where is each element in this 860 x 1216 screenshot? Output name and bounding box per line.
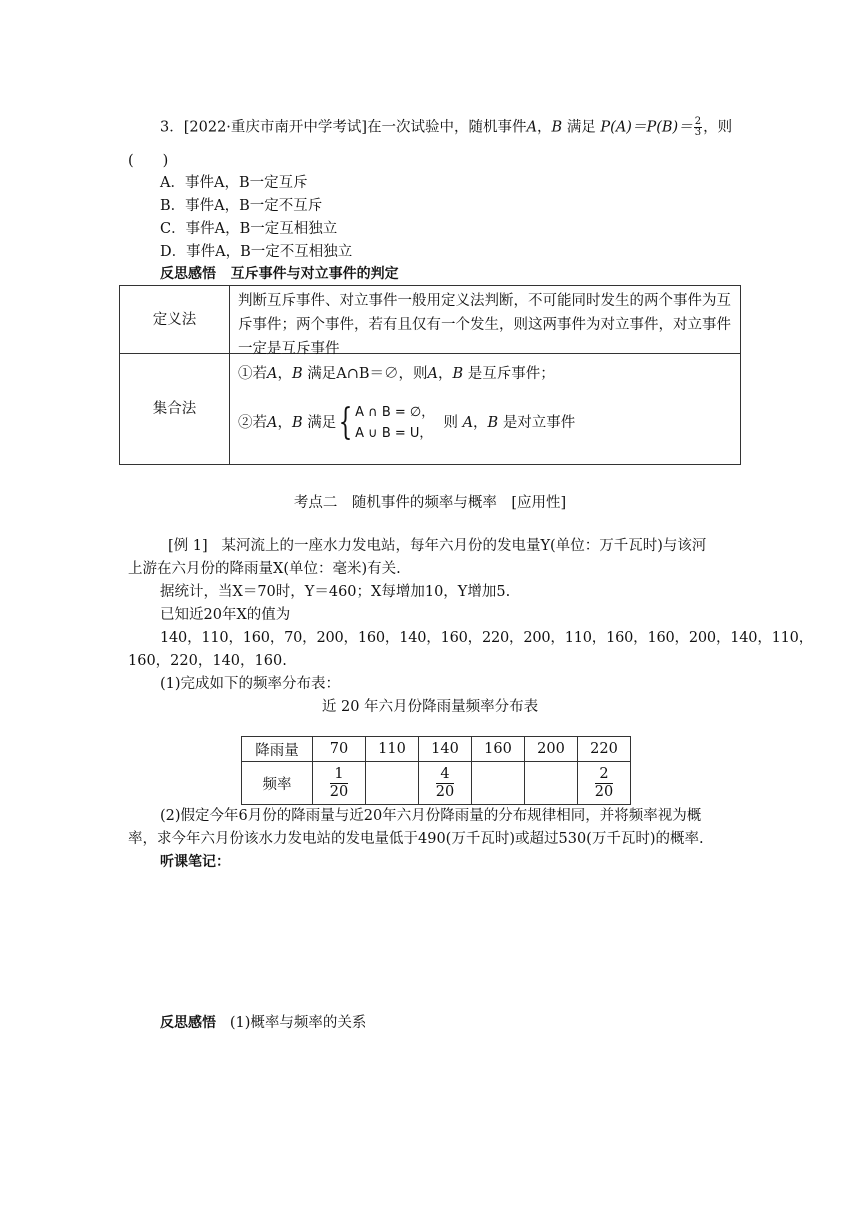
fraction: [595, 766, 613, 800]
frequency-cell: [578, 762, 631, 805]
frequency-cell-blank[interactable]: [525, 762, 578, 805]
option-text: 事件A，B一定互相独立: [185, 221, 338, 237]
frequency-row: [242, 762, 631, 805]
frequency-cell: [313, 762, 366, 805]
option-b[interactable]: [160, 196, 322, 216]
example-tag: [例 1]: [168, 538, 208, 554]
option-text: 事件A，B一定不互斥: [185, 198, 323, 214]
method-content-definition: 判断互斥事件、对立事件一般用定义法判断，不可能同时发生的两个事件为互斥事件；两个事件，若有且仅有一个发生，则这两事件为对立事件，对立事件一定是互斥事件: [238, 293, 731, 357]
var-a: A: [267, 415, 278, 431]
stem-text: 在一次试验中，随机事件: [367, 119, 527, 136]
frequency-cell: [419, 762, 472, 805]
var-a: A: [526, 119, 538, 136]
reflection-label: 反思感悟: [160, 266, 216, 282]
option-a[interactable]: [160, 173, 308, 193]
question-3-stem: [160, 117, 732, 138]
equation-line-1: A ∩ B = ∅，: [355, 405, 435, 420]
rainfall-cell: 160: [472, 737, 525, 762]
sep: ，: [537, 119, 552, 136]
text: 是对立事件: [502, 415, 576, 431]
method-head-definition: 定义法: [152, 312, 197, 328]
method-row-set: [120, 354, 740, 464]
fraction-two-thirds: [694, 117, 702, 138]
fraction: [436, 766, 454, 800]
example-line-1: [168, 536, 706, 556]
text: 满足A∩B＝∅，则: [307, 366, 428, 382]
frac-den: 3: [694, 127, 702, 138]
question-number: 3．: [160, 119, 184, 136]
var-b: B: [291, 415, 303, 431]
option-letter: C．: [160, 221, 186, 237]
rainfall-cell: 110: [366, 737, 419, 762]
rainfall-cell: 140: [419, 737, 472, 762]
section-title: 考点二 随机事件的频率与概率 [应用性]: [293, 495, 567, 511]
text: ①若: [238, 366, 267, 382]
example-line-3: 据统计，当X＝70时，Y＝460；X每增加10，Y增加5.: [160, 584, 511, 600]
notes-area[interactable]: [160, 876, 740, 996]
var-a: A: [267, 366, 278, 382]
var-b: B: [291, 366, 303, 382]
option-text: 事件A，B一定互斥: [184, 175, 308, 191]
reflection-title: 互斥事件与对立事件的判定: [230, 266, 399, 282]
frequency-table: [241, 736, 631, 805]
frac-num: 2: [694, 116, 702, 127]
part-2-line-2: 率，求今年六月份该水力发电站的发电量低于490(万千瓦时)或超过530(万千瓦时)的概率.: [128, 831, 704, 847]
rainfall-cell: 70: [313, 737, 366, 762]
table-divider: [229, 286, 230, 464]
frequency-cell-blank[interactable]: [472, 762, 525, 805]
option-letter: B．: [160, 198, 186, 214]
sep: ，: [438, 366, 453, 382]
method-head-set: 集合法: [152, 401, 197, 417]
sep: ，: [277, 366, 292, 382]
text: 满足: [307, 415, 337, 431]
method-table: [119, 285, 741, 465]
option-text: 事件A，B一定不互相独立: [186, 244, 353, 260]
question-source: [2022·重庆市南开中学考试]: [183, 119, 368, 136]
rainfall-cell: 200: [525, 737, 578, 762]
var-a: A: [462, 415, 474, 431]
text: 则: [443, 415, 458, 431]
prob-expression: P(A)＝P(B)＝: [600, 119, 693, 136]
option-letter: D．: [160, 244, 187, 260]
frac-num: 4: [436, 766, 454, 784]
left-brace-icon: {: [338, 402, 353, 443]
option-letter: A．: [160, 175, 185, 191]
answer-paren: ( ): [128, 153, 169, 169]
example-data-line-2: 160，220，140，160.: [128, 653, 287, 669]
rainfall-row: [242, 737, 631, 762]
var-b: B: [551, 119, 563, 136]
table-title: 近 20 年六月份降雨量频率分布表: [321, 699, 539, 715]
example-line-2: 上游在六月份的降雨量X(单位：毫米)有关.: [128, 561, 401, 577]
rainfall-cell: 220: [578, 737, 631, 762]
reflection-label: 反思感悟: [160, 1015, 216, 1031]
var-a: A: [427, 366, 439, 382]
part-1-prompt: (1)完成如下的频率分布表：: [160, 676, 341, 692]
stem-text-after: ，则: [703, 119, 733, 136]
sep: ，: [473, 415, 488, 431]
row-label-frequency: 频率: [242, 762, 313, 805]
frac-den: 20: [594, 783, 614, 800]
example-text: 某河流上的一座水力发电站，每年六月份的发电量Y(单位：万千瓦时)与该河: [221, 538, 707, 554]
reflection-text: (1)概率与频率的关系: [229, 1015, 367, 1031]
example-data-line-1: 140，110，160，70，200，160，140，160，220，200，110，160，160，200，140，110，: [160, 630, 813, 646]
set-method-line-2: [238, 402, 734, 444]
option-d[interactable]: [160, 242, 352, 262]
option-c[interactable]: [160, 219, 337, 239]
set-method-line-1: [238, 362, 734, 386]
frac-num: 2: [595, 766, 613, 784]
stem-text-mid: 满足: [566, 119, 596, 136]
frac-den: 20: [435, 783, 455, 800]
example-line-4: 已知近20年X的值为: [160, 607, 291, 623]
row-label-rainfall: 降雨量: [242, 737, 313, 762]
method-row-definition: [120, 286, 740, 357]
part-2-line-1: (2)假定今年6月份的降雨量与近20年六月份降雨量的分布规律相同，并将频率视为概: [160, 808, 702, 824]
text: 是互斥事件；: [467, 366, 555, 382]
frequency-cell-blank[interactable]: [366, 762, 419, 805]
notes-label: 听课笔记：: [160, 854, 230, 870]
sep: ，: [277, 415, 292, 431]
frac-den: 20: [329, 783, 349, 800]
frac-num: 1: [330, 766, 348, 784]
reflection-heading: [160, 264, 399, 284]
var-b: B: [487, 415, 499, 431]
reflection-2: [160, 1013, 366, 1033]
equation-system: [355, 402, 434, 444]
equation-line-2: A ∪ B = U，: [355, 426, 433, 441]
text: ②若: [238, 415, 267, 431]
fraction: [330, 766, 348, 800]
var-b: B: [452, 366, 464, 382]
